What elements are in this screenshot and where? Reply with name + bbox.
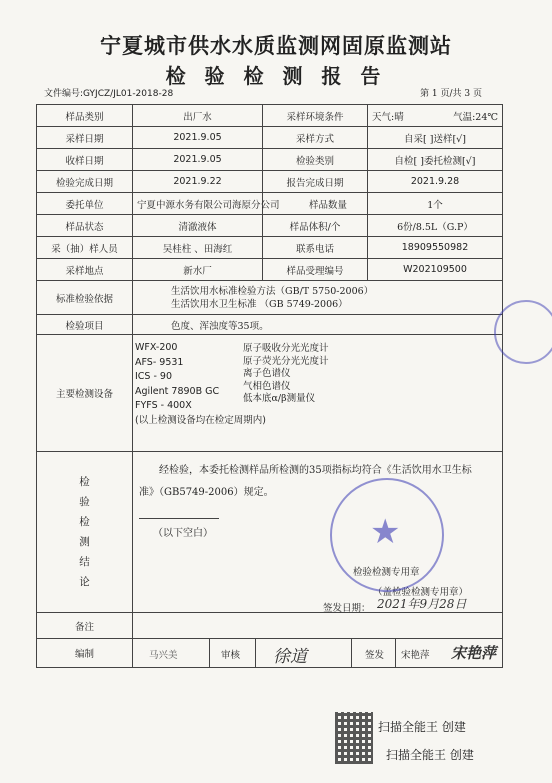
temperature: 气温:24℃ xyxy=(453,111,498,123)
value-location: 新水厂 xyxy=(133,259,263,281)
divider xyxy=(395,639,396,667)
conclusion-text-2: 准》（GB5749-2006）规定。 xyxy=(139,487,274,498)
equipment-name: 原子荧光分光光度计 xyxy=(243,355,329,367)
label-equipment: 主要检测设备 xyxy=(37,335,133,452)
conclusion-char: 检 xyxy=(79,516,90,528)
equipment-note: (以上检测设备均在检定周期内) xyxy=(135,414,266,426)
conclusion-char: 论 xyxy=(79,576,90,588)
label-env: 采样环境条件 xyxy=(263,105,368,127)
label-sample-volume: 样品体积/个 xyxy=(263,215,368,237)
value-remarks xyxy=(133,613,503,639)
value-receipt-no: W202109500 xyxy=(368,259,503,281)
value-received-date: 2021.9.05 xyxy=(133,149,263,171)
value-samplers: 吴桂柱 、田海红 xyxy=(133,237,263,259)
equipment-name: 气相色谱仪 xyxy=(243,380,291,392)
label-sampling-method: 采样方式 xyxy=(263,127,368,149)
sign-date-label: 签发日期： xyxy=(323,603,371,614)
value-client: 宁夏中源水务有限公司海原分公司 xyxy=(133,193,263,215)
value-sampling-method: 自采[ ]送样[√] xyxy=(368,127,503,149)
equipment-name: 低本底α/β测量仪 xyxy=(243,393,316,404)
conclusion-text-1: 经检验，本委托检测样品所检测的35项指标均符合《生活饮用水卫生标 xyxy=(159,465,472,476)
divider xyxy=(209,639,210,667)
value-sample-volume: 6份/8.5L（G.P） xyxy=(368,215,503,237)
value-sample-state: 清澈液体 xyxy=(133,215,263,237)
value-env xyxy=(368,105,503,127)
label-issuer: 签发 xyxy=(365,650,385,661)
label-compiler: 编制 xyxy=(37,639,133,668)
doc-number: 文件编号:GYJCZ/JL01-2018-28 xyxy=(44,89,174,99)
label-client: 委托单位 xyxy=(37,193,133,215)
report-title: 检 验 检 测 报 告 xyxy=(165,64,387,88)
value-sample-qty: 1个 xyxy=(368,193,503,215)
label-sample-state: 样品状态 xyxy=(37,215,133,237)
report-org-title: 宁夏城市供水水质监测网固原监测站 xyxy=(100,33,452,58)
divider xyxy=(351,639,352,667)
label-standard: 标准检验依据 xyxy=(37,281,133,315)
conclusion-char: 验 xyxy=(79,496,90,508)
value-report-complete: 2021.9.28 xyxy=(368,171,503,193)
sign-date: 2021年9月28日 xyxy=(377,597,467,611)
standard-line-1: 生活饮用水标准检验方法（GB/T 5750-2006） xyxy=(171,285,374,297)
scanner-watermark-1: 扫描全能王 创建 xyxy=(378,720,466,734)
scanner-watermark-2: 扫描全能王 创建 xyxy=(386,748,474,762)
conclusion-char: 结 xyxy=(79,556,90,568)
official-seal-stamp xyxy=(330,478,444,592)
value-sampling-date: 2021.9.05 xyxy=(133,127,263,149)
equipment-names xyxy=(243,343,329,406)
seal-label: 检验检测专用章 xyxy=(353,567,420,578)
blank-marker: （以下空白） xyxy=(153,528,213,539)
label-sample-qty: 样品数量 xyxy=(263,193,368,215)
equipment-name: 原子吸收分光光度计 xyxy=(243,343,329,354)
side-seal-stamp xyxy=(494,300,552,364)
qr-code-icon xyxy=(335,712,373,764)
reviewer-signature: 徐道 xyxy=(273,647,307,667)
value-equipment xyxy=(133,335,503,452)
label-conclusion xyxy=(37,452,133,613)
label-test-items: 检验项目 xyxy=(37,315,133,335)
weather: 天气:晴 xyxy=(372,111,404,123)
label-receipt-no: 样品受理编号 xyxy=(263,259,368,281)
standard-line-2: 生活饮用水卫生标准 （GB 5749-2006） xyxy=(171,298,348,310)
issuer-signature: 宋艳萍 xyxy=(451,644,497,662)
issuer-name: 宋艳萍 xyxy=(401,650,430,661)
label-remarks: 备注 xyxy=(37,613,133,639)
equipment-name: 离子色谱仪 xyxy=(243,368,291,379)
label-reviewer: 审核 xyxy=(221,650,241,661)
equipment-model: AFS- 9531 xyxy=(135,356,184,368)
value-phone: 18909550982 xyxy=(368,237,503,259)
star-icon: ★ xyxy=(370,512,401,552)
label-location: 采样地点 xyxy=(37,259,133,281)
conclusion-char: 测 xyxy=(79,536,90,548)
equipment-model: FYFS - 400X xyxy=(135,400,192,411)
label-sampling-date: 采样日期 xyxy=(37,127,133,149)
equipment-model: Agilent 7890B GC xyxy=(135,385,220,397)
blank-rule xyxy=(139,518,219,519)
page-number: 第 1 页/共 3 页 xyxy=(420,89,482,99)
value-conclusion xyxy=(133,452,503,613)
value-test-type: 自检[ ]委托检测[√] xyxy=(368,149,503,171)
equipment-model: ICS - 90 xyxy=(135,371,173,382)
signature-row xyxy=(133,639,503,668)
equipment-model: WFX-200 xyxy=(135,342,178,353)
value-sample-type: 出厂水 xyxy=(133,105,263,127)
label-received-date: 收样日期 xyxy=(37,149,133,171)
label-test-type: 检验类别 xyxy=(263,149,368,171)
seal-note: （盖检验检测专用章） xyxy=(373,587,469,598)
value-standard xyxy=(133,281,503,315)
label-phone: 联系电话 xyxy=(263,237,368,259)
label-samplers: 采（抽）样人员 xyxy=(37,237,133,259)
conclusion-char: 检 xyxy=(79,476,90,488)
report-table xyxy=(36,104,503,668)
label-report-complete: 报告完成日期 xyxy=(263,171,368,193)
value-test-complete: 2021.9.22 xyxy=(133,171,263,193)
compiler-name: 马兴美 xyxy=(149,650,178,661)
label-test-complete: 检验完成日期 xyxy=(37,171,133,193)
value-test-items: 色度、浑浊度等35项。 xyxy=(133,315,503,335)
divider xyxy=(255,639,256,667)
label-sample-type: 样品类别 xyxy=(37,105,133,127)
